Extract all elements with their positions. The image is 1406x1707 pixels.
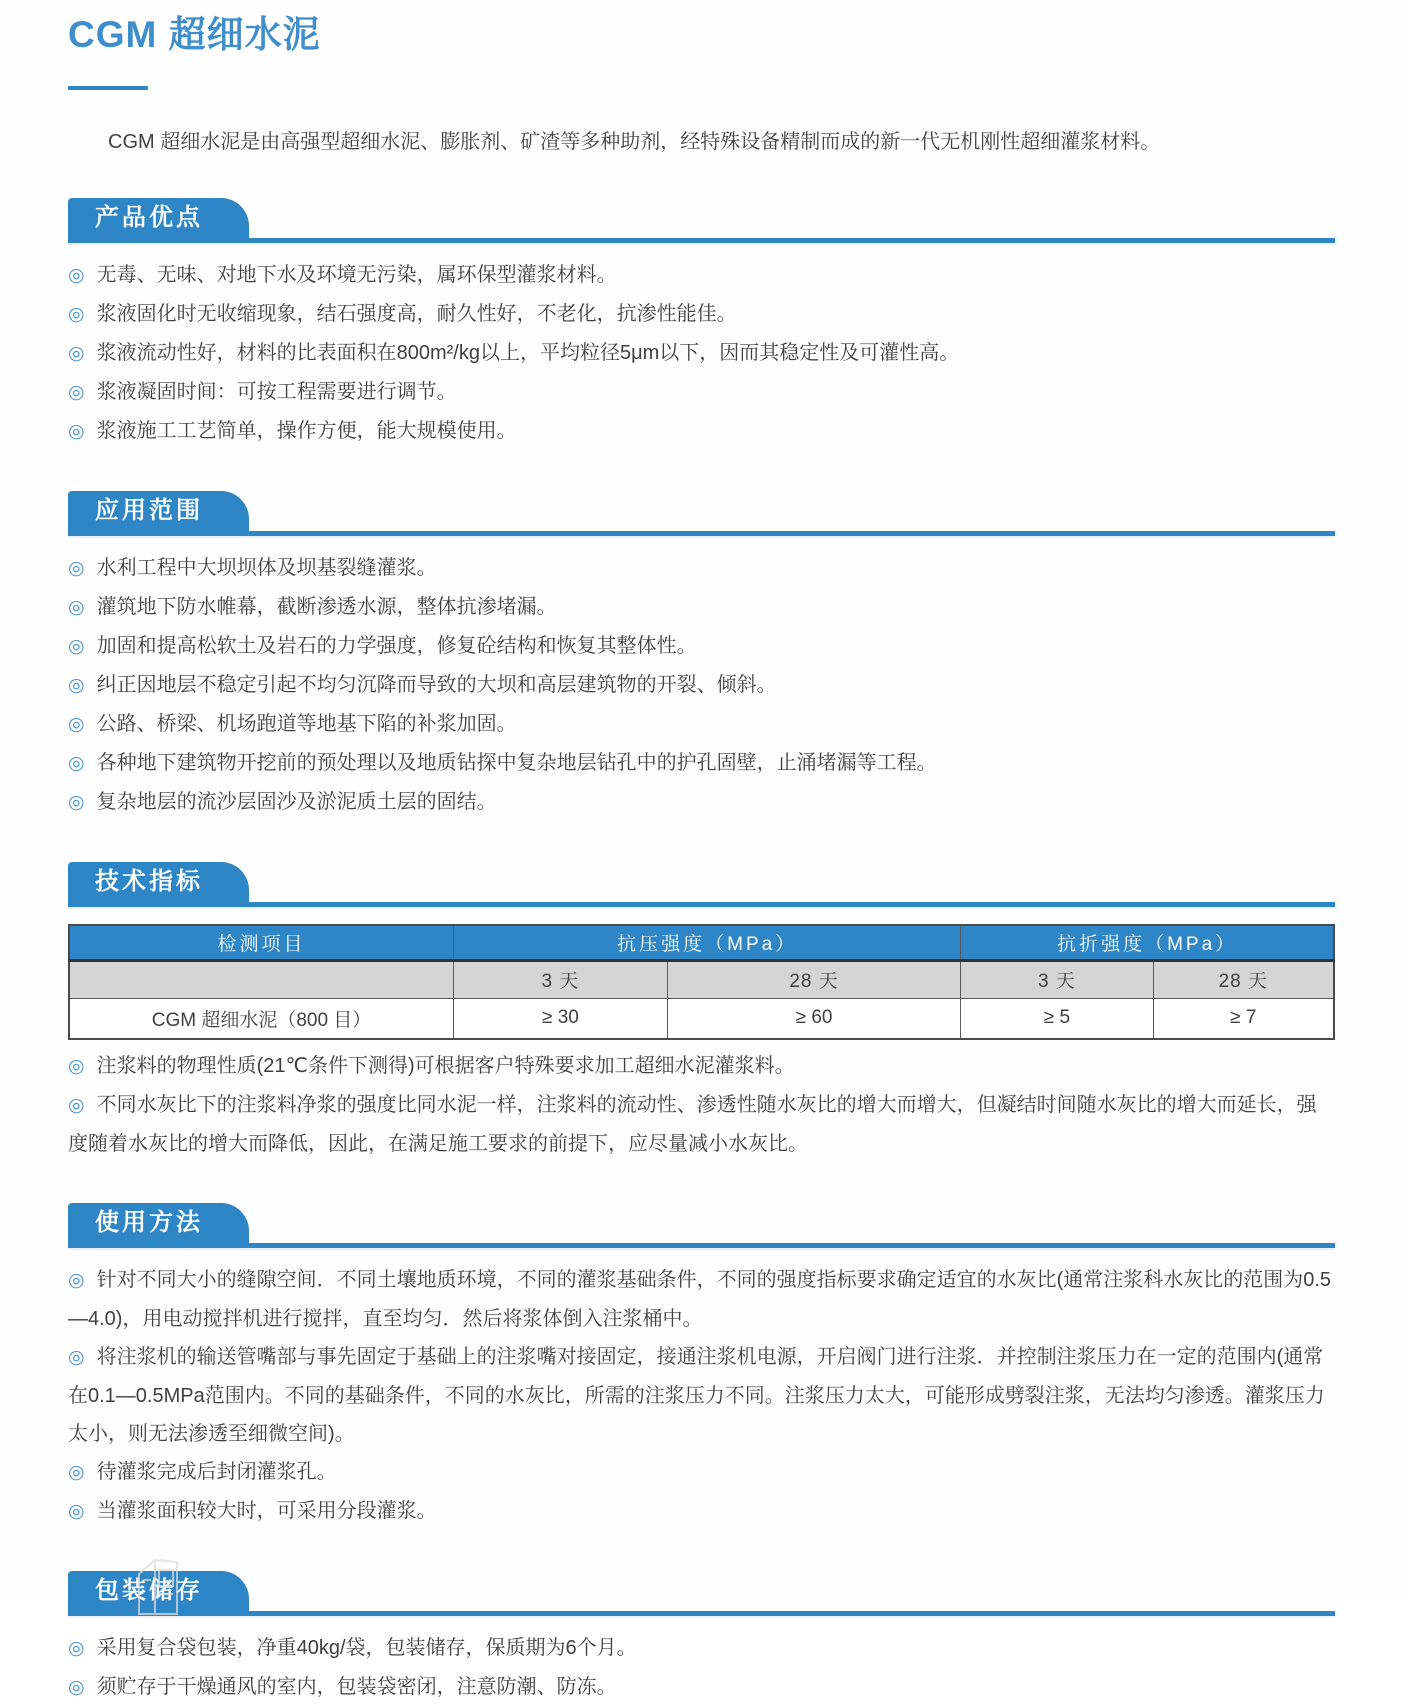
list-item-text: 注浆料的物理性质(21℃条件下测得)可根据客户特殊要求加工超细水泥灌浆料。 <box>96 1055 795 1077</box>
list-item <box>68 783 1335 822</box>
section-applications-tab <box>68 491 249 531</box>
list-item-text: 纠正因地层不稳定引起不均匀沉降而导致的大坝和高层建筑物的开裂、倾斜。 <box>96 674 777 696</box>
bullet-icon: ◎ <box>68 1095 85 1116</box>
bullet-icon: ◎ <box>68 714 85 735</box>
bullet-icon: ◎ <box>68 1056 85 1077</box>
col-header-test-item: 检测项目 <box>69 925 454 960</box>
list-item-text: 浆液凝固时间：可按工程需要进行调节。 <box>96 381 457 403</box>
list-item <box>68 1047 1335 1086</box>
list-item <box>68 1668 1335 1707</box>
section-heading: 技术指标 <box>95 868 203 895</box>
list-item-text: 水利工程中大坝坝体及坝基裂缝灌浆。 <box>96 557 437 579</box>
list-item-text: 当灌浆面积较大时，可采用分段灌浆。 <box>96 1500 437 1522</box>
section-specs-header <box>68 862 1335 907</box>
value-compressive-3d: ≥ 30 <box>454 998 668 1039</box>
section-usage-tab <box>68 1203 249 1243</box>
list-item-text: 浆液施工工艺简单，操作方便，能大规模使用。 <box>96 420 517 442</box>
bullet-icon: ◎ <box>68 1501 85 1522</box>
list-item <box>68 666 1335 705</box>
list-item <box>68 295 1335 334</box>
bullet-icon: ◎ <box>68 304 85 325</box>
list-item-text: 复杂地层的流沙层固沙及淤泥质土层的固结。 <box>96 791 497 813</box>
bullet-icon: ◎ <box>68 382 85 403</box>
list-item-text: 公路、桥梁、机场跑道等地基下陷的补浆加固。 <box>96 713 517 735</box>
list-item-text: 待灌浆完成后封闭灌浆孔。 <box>96 1461 337 1483</box>
applications-list <box>68 549 1335 822</box>
spec-table-data-row <box>69 998 1334 1039</box>
subheader-empty-cell <box>69 960 454 998</box>
col-header-compressive-strength: 抗压强度（MPa） <box>454 925 961 960</box>
list-item <box>68 744 1335 783</box>
bullet-icon: ◎ <box>68 675 85 696</box>
title-underline <box>68 86 148 90</box>
list-item <box>68 1338 1335 1453</box>
list-item-text: 各种地下建筑物开挖前的预处理以及地质钻探中复杂地层钻孔中的护孔固壁，止涌堵漏等工程。 <box>96 752 937 774</box>
page-title: CGM 超细水泥 <box>68 14 321 55</box>
list-item-text: 采用复合袋包装，净重40kg/袋，包装储存，保质期为6个月。 <box>96 1637 637 1659</box>
list-item-text: 加固和提高松软土及岩石的力学强度，修复砼结构和恢复其整体性。 <box>96 635 697 657</box>
list-item <box>68 1492 1335 1531</box>
section-advantages-tab <box>68 198 249 238</box>
intro-paragraph: CGM 超细水泥是由高强型超细水泥、膨胀剂、矿渣等多种助剂，经特殊设备精制而成的新一代无机刚性超细灌浆材料。 <box>108 131 1161 153</box>
section-storage <box>68 1571 1335 1707</box>
bullet-icon: ◎ <box>68 792 85 813</box>
section-advantages <box>68 198 1335 451</box>
usage-list <box>68 1261 1335 1531</box>
section-usage-header <box>68 1203 1335 1248</box>
section-heading: 应用范围 <box>95 497 203 524</box>
advantages-list <box>68 256 1335 451</box>
section-specs <box>68 862 1335 1163</box>
list-item <box>68 588 1335 627</box>
bullet-icon: ◎ <box>68 1638 85 1659</box>
specs-notes <box>68 1047 1335 1163</box>
list-item <box>68 705 1335 744</box>
section-advantages-header <box>68 198 1335 243</box>
col-header-flexural-strength: 抗折强度（MPa） <box>961 925 1334 960</box>
list-item <box>68 549 1335 588</box>
section-heading: 产品优点 <box>95 204 203 231</box>
list-item-text: 无毒、无味、对地下水及环境无污染，属环保型灌浆材料。 <box>96 264 617 286</box>
spec-table <box>68 924 1335 1040</box>
list-item-text: 须贮存于干燥通风的室内，包装袋密闭，注意防潮、防冻。 <box>96 1676 617 1698</box>
section-storage-header <box>68 1571 1335 1616</box>
value-compressive-28d: ≥ 60 <box>667 998 960 1039</box>
bullet-icon: ◎ <box>68 421 85 442</box>
subheader-3d: 3 天 <box>454 960 668 998</box>
bullet-icon: ◎ <box>68 1347 85 1368</box>
spec-table-subheader-row <box>69 960 1334 998</box>
bullet-icon: ◎ <box>68 636 85 657</box>
section-applications <box>68 491 1335 822</box>
subheader-28d: 28 天 <box>1153 960 1334 998</box>
bullet-icon: ◎ <box>68 753 85 774</box>
list-item <box>68 1086 1335 1163</box>
list-item <box>68 1261 1335 1338</box>
spec-table-header-row <box>69 925 1334 960</box>
section-usage <box>68 1203 1335 1531</box>
bullet-icon: ◎ <box>68 1462 85 1483</box>
list-item <box>68 412 1335 451</box>
bullet-icon: ◎ <box>68 1270 85 1291</box>
section-specs-tab <box>68 862 249 902</box>
value-flexural-3d: ≥ 5 <box>961 998 1153 1039</box>
list-item <box>68 1453 1335 1492</box>
list-item-text: 不同水灰比下的注浆料净浆的强度比同水泥一样，注浆料的流动性、渗透性随水灰比的增大而增大，但凝结时间随水灰比的增大而延长，强度随着水灰比的增大而降低，因此，在满足施工要求的前提下，应尽量减小水灰比。 <box>68 1094 1317 1155</box>
list-item <box>68 334 1335 373</box>
equipment-sketch-watermark <box>125 1556 195 1621</box>
list-item-text: 针对不同大小的缝隙空间．不同土壤地质环境，不同的灌浆基础条件，不同的强度指标要求确定适宜的水灰比(通常注浆科水灰比的范围为0.5—4.0)，用电动搅拌机进行搅拌，直至均匀．然后将浆体倒入注浆桶中。 <box>68 1269 1332 1330</box>
subheader-28d: 28 天 <box>667 960 960 998</box>
list-item <box>68 256 1335 295</box>
bullet-icon: ◎ <box>68 558 85 579</box>
row-label: CGM 超细水泥（800 目） <box>69 998 454 1039</box>
storage-list <box>68 1629 1335 1707</box>
list-item-text: 浆液固化时无收缩现象，结石强度高，耐久性好，不老化，抗渗性能佳。 <box>96 303 737 325</box>
section-applications-header <box>68 491 1335 536</box>
list-item <box>68 373 1335 412</box>
list-item <box>68 1629 1335 1668</box>
section-heading: 使用方法 <box>95 1209 203 1236</box>
subheader-3d: 3 天 <box>961 960 1153 998</box>
list-item-text: 灌筑地下防水帷幕，截断渗透水源，整体抗渗堵漏。 <box>96 596 557 618</box>
bullet-icon: ◎ <box>68 1677 85 1698</box>
bullet-icon: ◎ <box>68 265 85 286</box>
value-flexural-28d: ≥ 7 <box>1153 998 1334 1039</box>
list-item <box>68 627 1335 666</box>
bullet-icon: ◎ <box>68 597 85 618</box>
list-item-text: 浆液流动性好，材料的比表面积在800m²/kg以上，平均粒径5μm以下，因而其稳定性及可灌性高。 <box>96 342 960 364</box>
bullet-icon: ◎ <box>68 343 85 364</box>
list-item-text: 将注浆机的输送管嘴部与事先固定于基础上的注浆嘴对接固定，接通注浆机电源，开启阀门进行注浆．并控制注浆压力在一定的范围内(通常在0.1—0.5MPa范围内。不同的基础条件，不同的水灰比，所需的注浆压力不同。注浆压力太大，可能形成劈裂注浆，无法均匀渗透。灌浆压力太小，则无法渗透至细微空间)。 <box>68 1346 1325 1445</box>
section-heading: 包装储存 <box>95 1577 203 1604</box>
